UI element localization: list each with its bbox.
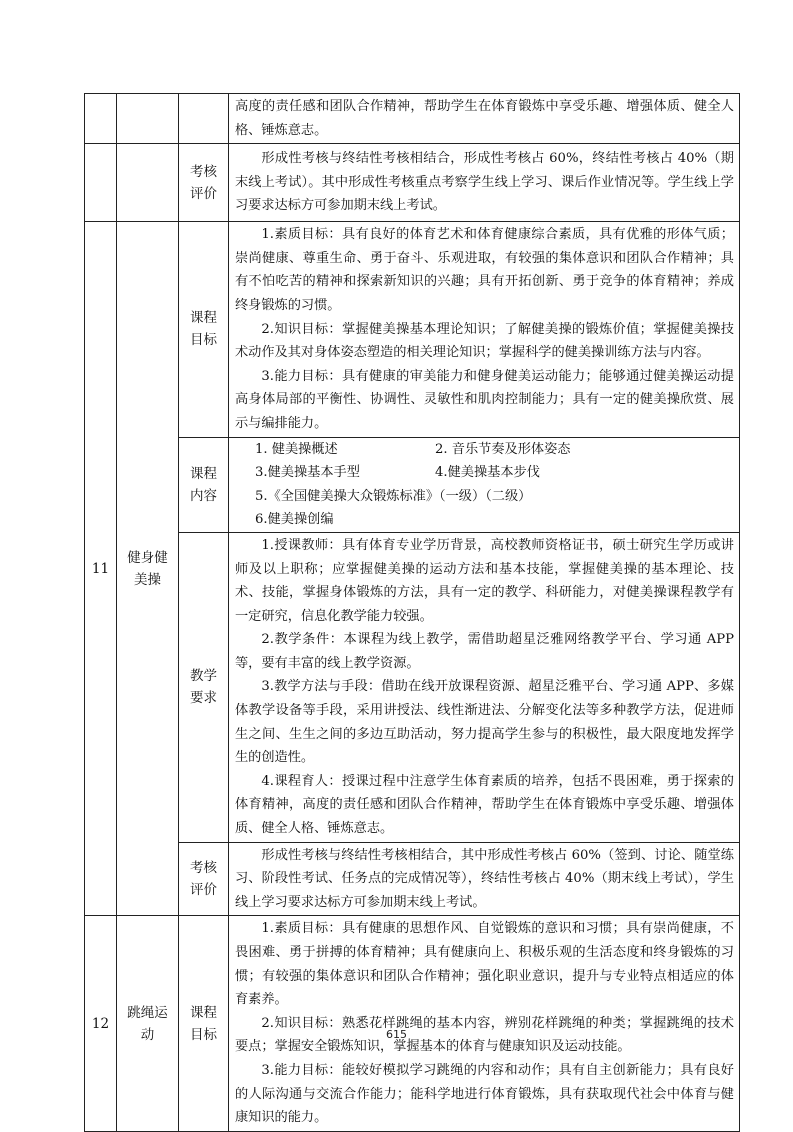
content-item: 4.健美操基本步伐 xyxy=(435,465,540,481)
goal-paragraph: 2.知识目标：熟悉花样跳绳的基本内容，辨别花样跳绳的种类；掌握跳绳的技术要点；掌握安全锻炼知识，掌握基本的体育与健康知识及运动技能。 xyxy=(235,1015,734,1055)
content-item: 6.健美操创编 xyxy=(255,512,334,528)
assessment-paragraph: 形成性考核与终结性考核相结合，其中形成性考核占 60%（签到、讨论、随堂练习、阶段性考试、任务点的完成情况等），终结性考核占 40%（期末线上考试），学生线上学习要求达标方可参加期末线上考试。 xyxy=(235,847,734,910)
assessment-label: 考核 评价 xyxy=(179,842,229,916)
curriculum-table xyxy=(84,93,740,1132)
goals-text xyxy=(229,222,740,437)
table-row xyxy=(85,916,740,1131)
assessment-text xyxy=(229,842,740,916)
course-number: 11 xyxy=(85,222,117,916)
teaching-paragraph: 3.教学方法与手段：借助在线开放课程资源、超星泛雅平台、学习通 APP、多媒体教学设备等手段，采用讲授法、线性渐进法、分解变化法等多种教学方法，促进师生之间、生生之间的多边互助活动，努力提高学生参与的积极性，最大限度地发挥学生的创造性。 xyxy=(235,679,734,766)
content-label: 课程 内容 xyxy=(179,437,229,532)
table-row xyxy=(85,437,740,532)
course-number: 12 xyxy=(85,916,117,1131)
content-item: 5.《全国健美操大众锻炼标准》（一级）（二级） xyxy=(255,488,532,504)
cell-number-empty xyxy=(85,144,117,222)
table-row xyxy=(85,532,740,842)
page-number: 615 xyxy=(386,1028,407,1041)
table-row xyxy=(85,94,740,144)
assessment-label: 考核 评价 xyxy=(179,144,229,222)
goal-paragraph: 3.能力目标：具有健康的审美能力和健身健美运动能力；能够通过健美操运动提高身体局部的平衡性、协调性、灵敏性和肌肉控制能力；具有一定的健美操欣赏、展示与编排能力。 xyxy=(235,368,734,431)
table-row xyxy=(85,144,740,222)
goals-text xyxy=(229,916,740,1131)
goal-paragraph: 2.知识目标：掌握健美操基本理论知识；了解健美操的锻炼价值；掌握健美操技术动作及其对身体姿态塑造的相关理论知识；掌握科学的健美操训练方法与内容。 xyxy=(235,321,734,361)
teaching-paragraph: 2.教学条件：本课程为线上教学，需借助超星泛雅网络教学平台、学习通 APP 等，要有丰富的线上教学资源。 xyxy=(235,632,734,671)
goal-paragraph: 3.能力目标：能较好模拟学习跳绳的内容和动作；具有自主创新能力；具有良好的人际沟通与交流合作能力；能科学地进行体育锻炼，具有获取现代社会中体育与健康知识的能力。 xyxy=(235,1062,734,1126)
goal-paragraph: 1.素质目标：具有健康的思想作风、自觉锻炼的意识和习惯；具有崇尚健康，不畏困难、勇于拼搏的体育精神；具有健康向上、积极乐观的生活态度和终身锻炼的习惯；有较强的集体意识和团队合作精神；强化职业意识，提升与专业特点相适应的体育素养。 xyxy=(235,921,734,1008)
cell-number-empty xyxy=(85,94,117,144)
content-list xyxy=(229,437,740,532)
teaching-paragraph: 4.课程育人：授课过程中注意学生体育素质的培养，包括不畏困难，勇于探索的体育精神，高度的责任感和团队合作精神，帮助学生在体育锻炼中享受乐趣、增强体质、健全人格、锤炼意志。 xyxy=(235,773,734,837)
teaching-label: 教学 要求 xyxy=(179,532,229,842)
cell-continuation-text xyxy=(229,94,740,144)
cell-name-empty xyxy=(117,94,179,144)
teaching-text xyxy=(229,532,740,842)
teaching-paragraph: 1.授课教师：具有体育专业学历背景，高校教师资格证书，硕士研究生学历或讲师及以上职称；应掌握健美操的运动方法和基本技能，掌握健美操的基本理论、技术、技能，掌握身体锻炼的方法，具有一定的教学、科研能力，对健美操课程教学有一定研究，信息化教学能力较强。 xyxy=(235,537,734,624)
table-row xyxy=(85,222,740,437)
content-item: 1. 健美操概述 xyxy=(255,441,338,457)
course-name: 跳绳运 动 xyxy=(117,916,179,1131)
table-row xyxy=(85,842,740,916)
content-item: 3.健美操基本手型 xyxy=(255,465,360,481)
cell-item-empty xyxy=(179,94,229,144)
assessment-paragraph: 形成性考核与终结性考核相结合，形成性考核占 60%，终结性考核占 40%（期末线上考试）。其中形成性考核重点考察学生线上学习、课后作业情况等。学生线上学习要求达标方可参加期末线上考试。 xyxy=(235,151,734,214)
course-name: 健身健 美操 xyxy=(117,222,179,916)
goals-label: 课程 目标 xyxy=(179,222,229,437)
cell-name-empty xyxy=(117,144,179,222)
goal-paragraph: 1.素质目标：具有良好的体育艺术和体育健康综合素质，具有优雅的形体气质；崇尚健康、尊重生命、勇于奋斗、乐观进取，有较强的集体意识和团队合作精神；具有不怕吃苦的精神和探索新知识的兴趣；具有开拓创新、勇于竞争的体育精神；养成终身锻炼的习惯。 xyxy=(235,227,734,313)
continuation-paragraph: 高度的责任感和团队合作精神，帮助学生在体育锻炼中享受乐趣、增强体质、健全人格、锤炼意志。 xyxy=(235,99,734,138)
content-item: 2. 音乐节奏及形体姿态 xyxy=(435,441,571,457)
assessment-text xyxy=(229,144,740,222)
goals-label: 课程 目标 xyxy=(179,916,229,1131)
